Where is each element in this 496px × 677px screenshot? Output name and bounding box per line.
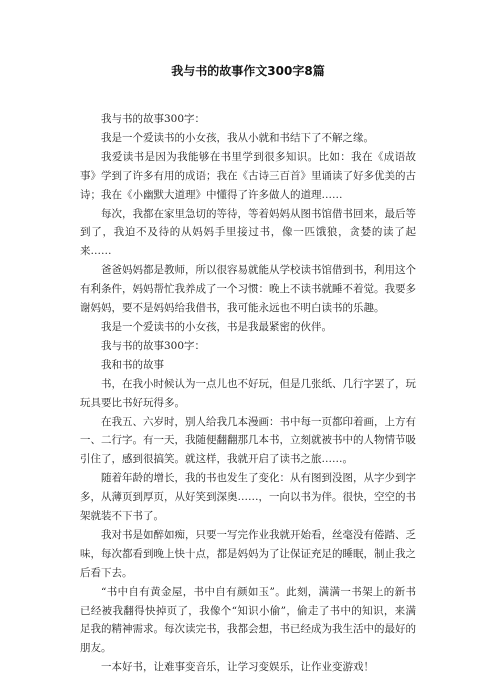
paragraph-1: 我与书的故事300字： [101,113,206,125]
paragraph-8: 我和书的故事 [101,358,164,371]
paragraph-7: 我与书的故事300字： [101,339,206,352]
paragraph-10: 在我五、六岁时，别人给我几本漫画：书中每一页都印着画，上方有一、二行字。有一天，我随便翻翻那几本书，立刻就被书中的人物情节吸引住了，感到很搞笑。就这样，我就开启了读书之旅……。 [80,415,416,466]
paragraph-13: “书中自有黄金屋，书中自有颜如玉”。此刻，满满一书架上的新书已经被我翻得快掉页了，我像个“知识小偷”，偷走了书中的知识，来满足我的精神需求。每次读完书，我都会想，书已经成为我生活中的最好的朋友。 [80,585,416,655]
paragraph-12: 我对书是如醉如痴，只要一写完作业我就开始看，丝毫没有倦踏、乏味，每次都看到晚上快十点，都是妈妈为了让保证充足的睡眠，制止我之后看下去。 [80,528,416,579]
paragraph-3: 我爱读书是因为我能够在书里学到很多知识。比如：我在《成语故事》学到了许多有用的成语；我在《古诗三百首》里诵读了好多优美的古诗；我在《小幽默大道理》中懂得了许多做人的道理…… [80,150,416,201]
paragraph-6: 我是一个爱读书的小女孩，书是我最紧密的伙伴。 [101,320,332,333]
document-title: 我与书的故事作文300字8篇 [171,64,325,78]
paragraph-2: 我是一个爱读书的小女孩，我从小就和书结下了不解之缘。 [101,131,374,144]
paragraph-5: 爸爸妈妈都是教师，所以很容易就能从学校读书馆借到书，利用这个有利条件，妈妈帮忙我养成了一个习惯：晚上不读书就睡不着觉。我要多谢妈妈，要不是妈妈给我借书，我可能永远也不明白读书的乐趣。 [80,264,416,315]
paragraph-11: 随着年龄的增长，我的书也发生了变化：从有图到没图，从字少到字多，从薄页到厚页，从好笑到深奥……，一向以书为伴。很快，空空的书架就装不下书了。 [80,472,416,523]
paragraph-14: 一本好书，让难事变音乐，让学习变娱乐，让作业变游戏！ [101,661,374,674]
paragraph-9: 书，在我小时候认为一点儿也不好玩，但是几张纸、几行字罢了，玩玩具要比书好玩得多。 [80,377,416,409]
paragraph-4: 每次，我都在家里急切的等待，等着妈妈从图书馆借书回来，最后等到了，我迫不及待的从妈妈手里接过书，像一匹饿狼，贪婪的读了起来…… [80,207,416,258]
document-body [80,110,416,677]
